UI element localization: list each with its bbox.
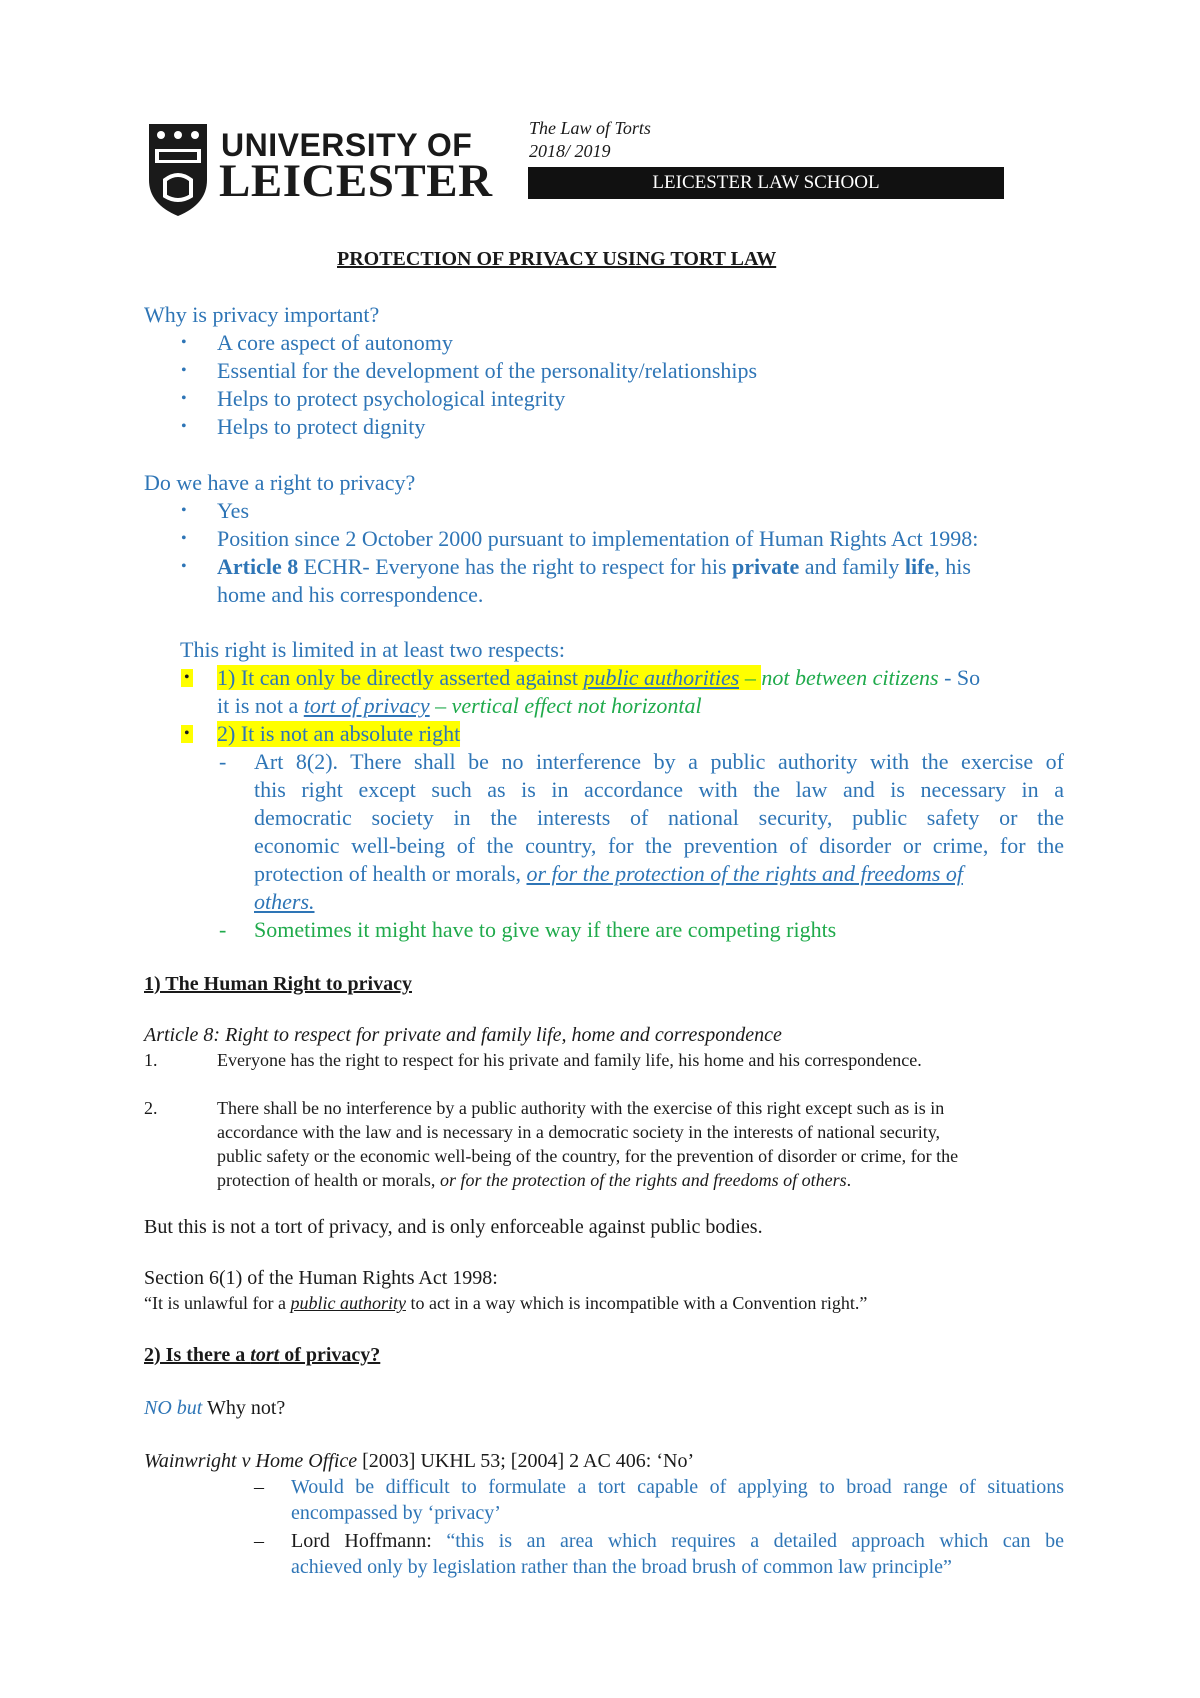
item2-rights-freedoms: or for the protection of the rights and freedoms of others bbox=[439, 1170, 847, 1190]
dash-icon: - bbox=[219, 749, 227, 774]
article8-private: private bbox=[732, 554, 800, 579]
course-name: The Law of Torts bbox=[529, 118, 651, 138]
why-item: Helps to protect psychological integrity bbox=[217, 386, 566, 411]
section1-heading: 1) The Human Right to privacy bbox=[144, 973, 412, 995]
bullet-icon: • bbox=[181, 502, 187, 519]
article8-text: and family bbox=[799, 554, 905, 579]
point2-speaker: Lord Hoffmann: bbox=[291, 1530, 447, 1552]
article8-text: , his bbox=[934, 554, 971, 579]
bullet-icon: • bbox=[181, 558, 187, 575]
item1-num: 1. bbox=[144, 1050, 158, 1070]
limit1-dash: – bbox=[739, 665, 762, 690]
crest-icon bbox=[147, 122, 209, 218]
limited-intro: This right is limited in at least two respects: bbox=[180, 637, 565, 662]
section2-tort: tort bbox=[250, 1344, 280, 1366]
no-but: NO but bbox=[144, 1397, 203, 1419]
academic-year: 2018/ 2019 bbox=[529, 141, 611, 161]
item2-text: protection of health or morals, bbox=[217, 1170, 440, 1190]
dash-icon: – bbox=[254, 1476, 264, 1498]
article8-label: Article 8 bbox=[217, 554, 299, 579]
art82-line: Art 8(2). There shall be no interference by a public authority with the exercise of bbox=[254, 749, 1064, 774]
logo-university-of: UNIVERSITY OF bbox=[221, 127, 473, 163]
right-heading: Do we have a right to privacy? bbox=[144, 470, 416, 495]
university-crest bbox=[147, 122, 209, 223]
limit1-public-authorities: public authorities bbox=[583, 665, 740, 690]
art82-line: democratic society in the interests of national security, public safety or the bbox=[254, 805, 1064, 830]
quote-text: to act in a way which is incompatible with a Convention right.” bbox=[405, 1293, 868, 1313]
section2-heading-text: of privacy? bbox=[279, 1344, 381, 1366]
limit1-not-between: not between citizens bbox=[761, 665, 939, 690]
item2-period: . bbox=[846, 1170, 852, 1190]
art82-line: this right except such as is in accordance with the law and is necessary in a bbox=[254, 777, 1064, 802]
no-but-line bbox=[144, 1397, 285, 1420]
item1-text: Everyone has the right to respect for his private and family life, his home and his correspondence. bbox=[217, 1050, 922, 1070]
point2-line1 bbox=[291, 1530, 1064, 1553]
section2-heading bbox=[144, 1344, 380, 1367]
art82-text: protection of health or morals, bbox=[254, 861, 527, 886]
article8-text: ECHR- Everyone has the right to respect for his bbox=[298, 554, 733, 579]
bullet-icon: • bbox=[181, 362, 187, 379]
art82-line: economic well-being of the country, for the prevention of disorder or crime, for the bbox=[254, 833, 1064, 858]
limit1-text: it is not a bbox=[217, 693, 304, 718]
competing-rights: Sometimes it might have to give way if there are competing rights bbox=[254, 917, 837, 942]
why-item: A core aspect of autonomy bbox=[217, 330, 453, 355]
point1-line1: Would be difficult to formulate a tort capable of applying to broad range of situations bbox=[291, 1476, 1064, 1498]
why-item: Helps to protect dignity bbox=[217, 414, 426, 439]
bullet-icon: • bbox=[181, 669, 193, 687]
section6-text: Section 6(1) of the Human Rights Act 1998: bbox=[144, 1267, 498, 1289]
limit1-line1 bbox=[217, 665, 980, 691]
bullet-icon: • bbox=[181, 530, 187, 547]
article8-title: Article 8: Right to respect for private and family life, home and correspondence bbox=[144, 1024, 782, 1046]
point2-line2: achieved only by legislation rather than the broad brush of common law principle” bbox=[291, 1556, 952, 1578]
limit1-so: - So bbox=[938, 665, 981, 690]
right-yes: Yes bbox=[217, 498, 250, 523]
case-citation: [2003] UKHL 53; [2004] 2 AC 406: ‘No’ bbox=[357, 1450, 695, 1472]
art82-others: others. bbox=[254, 889, 315, 914]
quote-text: “It is unlawful for a bbox=[144, 1293, 291, 1313]
section6-quote bbox=[144, 1293, 867, 1314]
wainwright-line bbox=[144, 1450, 694, 1473]
not-tort-text: But this is not a tort of privacy, and is only enforceable against public bodies. bbox=[144, 1216, 763, 1238]
bullet-icon: • bbox=[181, 334, 187, 351]
item2-line: accordance with the law and is necessary in a democratic society in the interests of national security, bbox=[217, 1122, 941, 1142]
case-name: Wainwright v Home Office bbox=[144, 1450, 358, 1472]
bullet-icon: • bbox=[181, 390, 187, 407]
why-heading: Why is privacy important? bbox=[144, 302, 380, 327]
why-not: Why not? bbox=[202, 1397, 286, 1419]
bullet-icon: • bbox=[181, 418, 187, 435]
school-banner: LEICESTER LAW SCHOOL bbox=[528, 167, 1004, 199]
limit1-text: 1) It can only be directly asserted against bbox=[217, 665, 584, 690]
logo-leicester: LEICESTER bbox=[219, 155, 493, 207]
item2-line-last bbox=[217, 1170, 851, 1191]
point2-quote: “this is an area which requires a detailed approach which can be bbox=[446, 1530, 1064, 1552]
limit1-vertical: – vertical effect not horizontal bbox=[429, 693, 702, 718]
art82-line-last bbox=[254, 861, 963, 887]
limit2-text: 2) It is not an absolute right bbox=[217, 721, 461, 746]
bullet-icon: • bbox=[181, 725, 193, 743]
limit1-tort-of-privacy: tort of privacy bbox=[303, 693, 430, 718]
article8-line2: home and his correspondence. bbox=[217, 582, 484, 607]
item2-line: There shall be no interference by a public authority with the exercise of this right except such as is in bbox=[217, 1098, 945, 1118]
limit1-line2 bbox=[217, 693, 702, 719]
quote-public-authority: public authority bbox=[290, 1293, 406, 1313]
dash-icon: – bbox=[254, 1530, 264, 1552]
right-position: Position since 2 October 2000 pursuant to implementation of Human Rights Act 1998: bbox=[217, 526, 979, 551]
point1-line2: encompassed by ‘privacy’ bbox=[291, 1502, 501, 1524]
dash-icon: - bbox=[219, 917, 227, 942]
art82-rights-freedoms: or for the protection of the rights and freedoms of bbox=[526, 861, 963, 886]
page-title: PROTECTION OF PRIVACY USING TORT LAW bbox=[337, 248, 777, 270]
item2-num: 2. bbox=[144, 1098, 158, 1118]
article8-life: life bbox=[904, 554, 935, 579]
why-item: Essential for the development of the personality/relationships bbox=[217, 358, 758, 383]
item2-line: public safety or the economic well-being of the country, for the prevention of disorder or crime, for the bbox=[217, 1146, 959, 1166]
article8-line bbox=[217, 554, 971, 580]
section2-heading-text: 2) Is there a bbox=[144, 1344, 251, 1366]
